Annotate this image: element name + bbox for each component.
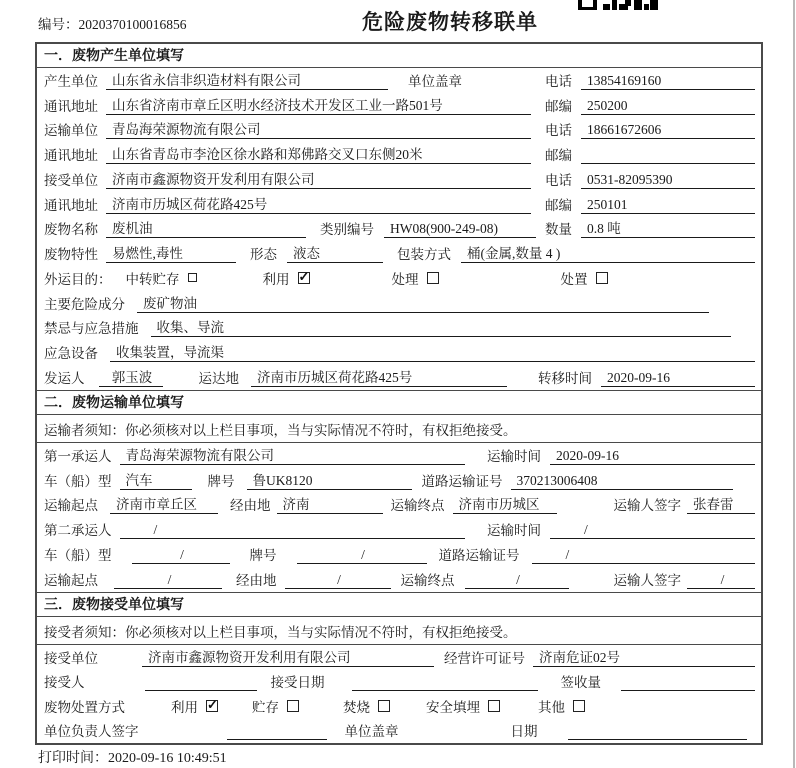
row-disposal-method xyxy=(37,694,761,719)
via1-value: 济南 xyxy=(277,493,383,514)
row-producer xyxy=(37,68,761,93)
transporter-address-value: 山东省青岛市李沧区徐水路和郑佛路交叉口东侧20米 xyxy=(106,143,531,164)
section2-header: 二．废物运输单位填写 xyxy=(37,390,761,415)
receiver-zip-value: 250101 xyxy=(581,197,755,214)
plate2-value: / xyxy=(297,547,427,564)
section2-body xyxy=(37,443,761,592)
transporter-label: 运输单位 xyxy=(44,123,98,139)
section1-body xyxy=(37,68,761,390)
serial-value: 2020370100016856 xyxy=(78,17,187,32)
transport-time2-value: / xyxy=(550,522,755,539)
packing-label: 包装方式 xyxy=(397,247,451,263)
terminal-label: 运输终点 xyxy=(400,572,455,588)
transport-time1-value: 2020-09-16 xyxy=(550,448,755,465)
via2-value: / xyxy=(285,572,391,589)
producer-value: 山东省永信非织造材料有限公司 xyxy=(106,69,388,90)
checkbox-storage xyxy=(252,696,299,716)
producer-label: 产生单位 xyxy=(44,73,98,89)
packing-value: 桶(金属,数量 4 ) xyxy=(461,242,755,263)
section1-header: 一．废物产生单位填写 xyxy=(37,44,761,68)
transport-time-label: 运输时间 xyxy=(487,523,541,539)
checkbox-label: 安全填埋 xyxy=(426,699,480,715)
head-sign-label: 单位负责人签字 xyxy=(44,724,139,739)
page-right-edge xyxy=(793,0,795,768)
print-time xyxy=(38,747,227,767)
vehicle-type-label: 车（船）型 xyxy=(44,548,112,564)
sign2-value: / xyxy=(687,572,755,589)
row-receiving-unit xyxy=(37,645,761,670)
waste-name-value: 废机油 xyxy=(106,217,306,238)
category-label: 类别编号 xyxy=(320,222,374,238)
carrier2-value: / xyxy=(120,522,465,539)
checkbox-icon xyxy=(488,700,500,712)
waste-name-label: 废物名称 xyxy=(44,222,98,238)
print-time-value: 2020-09-16 10:49:51 xyxy=(108,751,227,766)
consignor-value: 郭玉波 xyxy=(99,366,163,387)
row-emergency-equipment xyxy=(37,340,761,365)
page-title: 危险废物转移联单 xyxy=(362,11,538,34)
row-transporter-address xyxy=(37,142,761,167)
origin-label: 运输起点 xyxy=(44,498,98,514)
head-sign-value xyxy=(227,723,327,740)
consignor-label: 发运人 xyxy=(44,370,85,386)
checkbox-incinerate xyxy=(343,696,390,716)
form-label: 形态 xyxy=(250,247,277,263)
purpose-label: 外运目的： xyxy=(44,271,112,287)
transfer-time-label: 转移时间 xyxy=(538,370,592,386)
disposal-label: 废物处置方式 xyxy=(44,699,125,715)
zip-label: 邮编 xyxy=(545,197,572,213)
checkbox-icon xyxy=(287,700,299,712)
section3-notice: 接受者须知：你必须核对以上栏目事项，当与实际情况不符时，有权拒绝接受。 xyxy=(37,617,761,645)
date-label: 日期 xyxy=(510,724,538,739)
receipt-qty-label: 签收量 xyxy=(560,675,601,690)
hazard-label: 主要危险成分 xyxy=(44,296,125,312)
checkbox-landfill xyxy=(426,696,500,716)
row-taboo-measures xyxy=(37,316,761,341)
checkbox-label: 处理 xyxy=(391,271,419,287)
row-receiver-address xyxy=(37,192,761,217)
origin2-value: / xyxy=(114,572,222,589)
phone-label: 电话 xyxy=(545,73,572,89)
checkbox-label: 贮存 xyxy=(252,699,279,715)
checkbox-icon xyxy=(427,272,439,284)
origin1-value: 济南市章丘区 xyxy=(110,493,218,514)
receipt-qty-value xyxy=(621,674,755,691)
checkbox-treat xyxy=(392,268,439,288)
receiver-person-value xyxy=(145,674,257,691)
transporter-zip-value xyxy=(581,147,755,164)
print-time-label: 打印时间： xyxy=(38,751,108,766)
road-permit-label: 道路运输证号 xyxy=(421,473,503,489)
row-consignor xyxy=(37,365,761,390)
checkbox-other xyxy=(538,696,585,716)
plate-label: 牌号 xyxy=(249,548,277,564)
character-label: 废物特性 xyxy=(44,247,98,263)
receiving-unit-label: 接受单位 xyxy=(44,650,98,666)
form-value: 液态 xyxy=(287,242,383,263)
qr-code-icon xyxy=(578,0,658,10)
row-receiver-person xyxy=(37,670,761,695)
receive-date-value xyxy=(352,674,538,691)
receiving-unit-value: 济南市鑫源物资开发利用有限公司 xyxy=(142,646,434,667)
producer-address-value: 山东省济南市章丘区明水经济技术开发区工业一路501号 xyxy=(106,94,531,115)
checkbox-icon xyxy=(596,272,608,284)
row-main-hazard xyxy=(37,291,761,316)
checkbox-utilize xyxy=(263,268,310,288)
zip-label: 邮编 xyxy=(545,98,572,114)
equipment-value: 收集装置，导流渠 xyxy=(110,341,755,362)
checkbox-checked-icon xyxy=(206,700,218,712)
checkbox-icon xyxy=(188,273,197,282)
zip-label: 邮编 xyxy=(545,148,572,164)
road-permit1-value: 370213006408 xyxy=(511,473,734,490)
phone-label: 电话 xyxy=(545,172,572,188)
row-receiver xyxy=(37,167,761,192)
vehicle1-value: 汽车 xyxy=(120,469,192,490)
row-transfer-purpose xyxy=(37,266,761,291)
taboo-label: 禁忌与应急措施 xyxy=(44,321,139,337)
manifest-table xyxy=(35,42,763,745)
hazard-value: 废矿物油 xyxy=(137,292,709,313)
receiver-person-label: 接受人 xyxy=(44,675,85,690)
transporter-value: 青岛海荣源物流有限公司 xyxy=(106,118,531,139)
road-permit2-value: / xyxy=(532,547,756,564)
sign1-value: 张春雷 xyxy=(687,493,755,514)
receiver-label: 接受单位 xyxy=(44,172,98,188)
carrier-sign-label: 运输人签字 xyxy=(613,572,681,588)
phone-label: 电话 xyxy=(545,123,572,139)
character-value: 易燃性,毒性 xyxy=(106,242,236,263)
transporter-phone-value: 18661672606 xyxy=(581,122,755,139)
checkbox-label: 中转贮存 xyxy=(125,271,180,287)
row-second-carrier xyxy=(37,517,761,542)
row-waste-character xyxy=(37,241,761,266)
terminal-label: 运输终点 xyxy=(390,498,445,514)
terminal1-value: 济南市历城区 xyxy=(453,493,557,514)
carrier1-value: 青岛海荣源物流有限公司 xyxy=(120,444,465,465)
equipment-label: 应急设备 xyxy=(44,346,98,362)
checkbox-label: 其他 xyxy=(538,699,565,715)
plate-label: 牌号 xyxy=(207,473,235,489)
quantity-value: 0.8 吨 xyxy=(581,217,755,238)
unit-seal-label: 单位盖章 xyxy=(344,724,399,739)
checkbox-label: 处置 xyxy=(560,271,588,287)
producer-phone-value: 13854169160 xyxy=(581,73,755,90)
row-route2 xyxy=(37,567,761,592)
row-producer-address xyxy=(37,93,761,118)
checkbox-icon xyxy=(573,700,585,712)
unit-seal-label: 单位盖章 xyxy=(408,73,462,89)
row-head-signature xyxy=(37,719,761,744)
via-label: 经由地 xyxy=(236,572,277,588)
origin-label: 运输起点 xyxy=(44,572,98,588)
row-vehicle2 xyxy=(37,542,761,567)
carrier1-label: 第一承运人 xyxy=(44,448,112,464)
row-transporter xyxy=(37,118,761,143)
address-label: 通讯地址 xyxy=(44,98,98,114)
checkbox-label: 利用 xyxy=(262,271,290,287)
receiver-value: 济南市鑫源物资开发利用有限公司 xyxy=(106,168,531,189)
permit-label: 经营许可证号 xyxy=(444,650,525,666)
row-vehicle1 xyxy=(37,468,761,493)
permit-value: 济南危证02号 xyxy=(533,646,755,667)
taboo-value: 收集、导流 xyxy=(151,316,732,337)
receive-date-label: 接受日期 xyxy=(270,675,325,690)
section3-body xyxy=(37,645,761,743)
checkbox-dispose xyxy=(561,268,608,288)
plate1-value: 鲁UK8120 xyxy=(247,469,412,490)
destination-value: 济南市历城区荷花路425号 xyxy=(251,366,507,387)
checkbox-label: 利用 xyxy=(171,699,198,715)
transport-time-label: 运输时间 xyxy=(487,448,541,464)
vehicle2-value: / xyxy=(132,547,230,564)
quantity-label: 数量 xyxy=(545,222,572,238)
serial-label: 编号： xyxy=(38,17,79,32)
via-label: 经由地 xyxy=(230,498,271,514)
checkbox-icon xyxy=(378,700,390,712)
section2-notice: 运输者须知：你必须核对以上栏目事项，当与实际情况不符时，有权拒绝接受。 xyxy=(37,415,761,443)
receiver-phone-value: 0531-82095390 xyxy=(581,172,755,189)
destination-label: 运达地 xyxy=(198,370,239,386)
vehicle-type-label: 车（船）型 xyxy=(44,473,112,489)
address-label: 通讯地址 xyxy=(44,148,98,164)
producer-zip-value: 250200 xyxy=(581,98,755,115)
receiver-address-value: 济南市历城区荷花路425号 xyxy=(106,193,531,214)
road-permit-label: 道路运输证号 xyxy=(438,548,520,564)
row-route1 xyxy=(37,493,761,518)
terminal2-value: / xyxy=(465,572,569,589)
transfer-time-value: 2020-09-16 xyxy=(601,370,755,387)
section3-header: 三．废物接受单位填写 xyxy=(37,592,761,617)
carrier2-label: 第二承运人 xyxy=(44,523,112,539)
serial-number xyxy=(38,13,187,33)
row-first-carrier xyxy=(37,443,761,468)
carrier-sign-label: 运输人签字 xyxy=(613,498,681,514)
checkbox-transit-storage xyxy=(126,268,197,288)
row-waste-name xyxy=(37,217,761,242)
checkbox-label: 焚烧 xyxy=(343,699,370,715)
checkbox-checked-icon xyxy=(298,272,310,284)
date-value xyxy=(568,723,748,740)
category-value: HW08(900-249-08) xyxy=(384,221,536,238)
checkbox-utilize xyxy=(171,696,218,716)
address-label: 通讯地址 xyxy=(44,197,98,213)
